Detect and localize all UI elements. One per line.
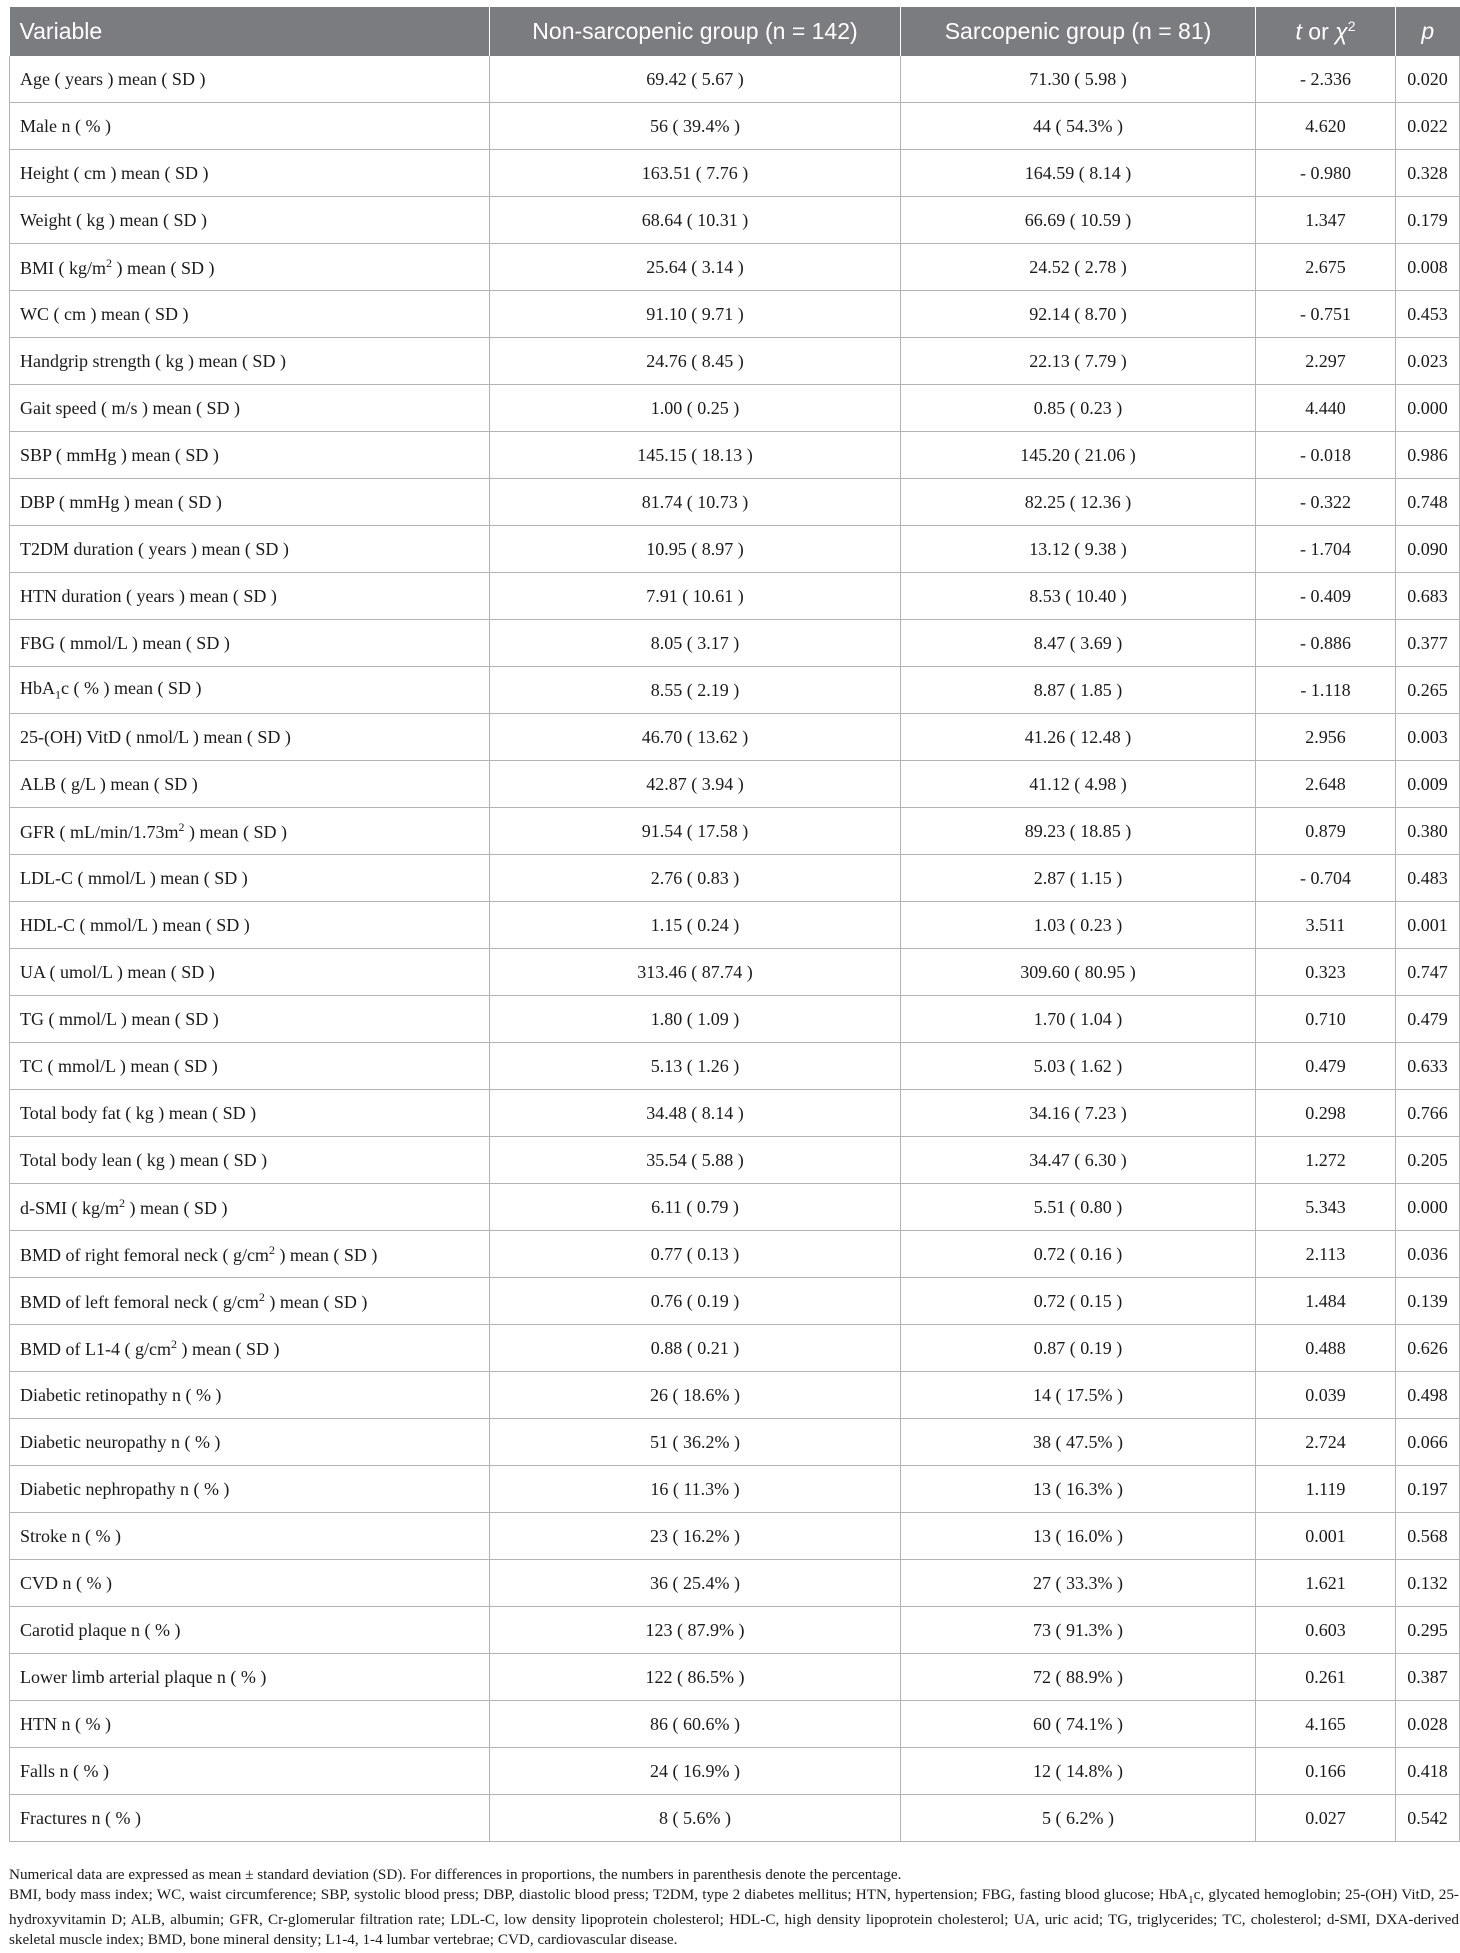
cell-p-value: 0.020 <box>1396 56 1460 103</box>
cell-sarcopenic: 12 ( 14.8% ) <box>901 1748 1256 1795</box>
cell-p-value: 0.766 <box>1396 1090 1460 1137</box>
cell-statistic: 0.261 <box>1256 1654 1396 1701</box>
table-row <box>10 526 1460 573</box>
cell-p-value: 0.066 <box>1396 1419 1460 1466</box>
cell-non-sarcopenic: 23 ( 16.2% ) <box>490 1513 901 1560</box>
cell-non-sarcopenic: 34.48 ( 8.14 ) <box>490 1090 901 1137</box>
variable-superscript: 2 <box>106 255 113 270</box>
cell-sarcopenic: 8.87 ( 1.85 ) <box>901 667 1256 714</box>
cell-statistic: 0.710 <box>1256 996 1396 1043</box>
cell-variable: HTN n ( % ) <box>10 1701 490 1748</box>
cell-p-value: 0.139 <box>1396 1278 1460 1325</box>
cell-variable: UA ( umol/L ) mean ( SD ) <box>10 949 490 996</box>
cell-p-value: 0.001 <box>1396 902 1460 949</box>
cell-variable: WC ( cm ) mean ( SD ) <box>10 291 490 338</box>
cell-non-sarcopenic: 7.91 ( 10.61 ) <box>490 573 901 620</box>
cell-sarcopenic: 1.03 ( 0.23 ) <box>901 902 1256 949</box>
cell-sarcopenic: 13 ( 16.3% ) <box>901 1466 1256 1513</box>
cell-variable: Weight ( kg ) mean ( SD ) <box>10 197 490 244</box>
cell-sarcopenic: 14 ( 17.5% ) <box>901 1372 1256 1419</box>
cell-statistic: 0.039 <box>1256 1372 1396 1419</box>
table-row <box>10 902 1460 949</box>
cell-variable: Handgrip strength ( kg ) mean ( SD ) <box>10 338 490 385</box>
cell-statistic: - 2.336 <box>1256 56 1396 103</box>
cell-sarcopenic: 5 ( 6.2% ) <box>901 1795 1256 1842</box>
header-statistic <box>1256 7 1396 56</box>
cell-sarcopenic: 13 ( 16.0% ) <box>901 1513 1256 1560</box>
cell-p-value: 0.036 <box>1396 1231 1460 1278</box>
cell-p-value: 0.418 <box>1396 1748 1460 1795</box>
cell-sarcopenic: 164.59 ( 8.14 ) <box>901 150 1256 197</box>
table-row <box>10 432 1460 479</box>
cell-sarcopenic: 309.60 ( 80.95 ) <box>901 949 1256 996</box>
cell-sarcopenic: 13.12 ( 9.38 ) <box>901 526 1256 573</box>
cell-p-value: 0.023 <box>1396 338 1460 385</box>
cell-variable: Diabetic retinopathy n ( % ) <box>10 1372 490 1419</box>
cell-sarcopenic: 73 ( 91.3% ) <box>901 1607 1256 1654</box>
cell-variable: Height ( cm ) mean ( SD ) <box>10 150 490 197</box>
cell-non-sarcopenic: 26 ( 18.6% ) <box>490 1372 901 1419</box>
table-row <box>10 103 1460 150</box>
table-row <box>10 714 1460 761</box>
cell-variable: LDL-C ( mmol/L ) mean ( SD ) <box>10 855 490 902</box>
cell-non-sarcopenic: 36 ( 25.4% ) <box>490 1560 901 1607</box>
table-row <box>10 1278 1460 1325</box>
cell-sarcopenic: 1.70 ( 1.04 ) <box>901 996 1256 1043</box>
table-row <box>10 1701 1460 1748</box>
cell-p-value: 0.986 <box>1396 432 1460 479</box>
variable-text: ) mean ( SD ) <box>274 1244 378 1265</box>
cell-non-sarcopenic: 2.76 ( 0.83 ) <box>490 855 901 902</box>
cell-statistic: 1.347 <box>1256 197 1396 244</box>
variable-text: ) mean ( SD ) <box>112 257 215 278</box>
cell-statistic: 3.511 <box>1256 902 1396 949</box>
cell-statistic: - 0.704 <box>1256 855 1396 902</box>
cell-p-value: 0.295 <box>1396 1607 1460 1654</box>
table-row <box>10 1560 1460 1607</box>
cell-non-sarcopenic: 0.77 ( 0.13 ) <box>490 1231 901 1278</box>
table-row <box>10 808 1460 855</box>
cell-non-sarcopenic: 1.15 ( 0.24 ) <box>490 902 901 949</box>
cell-non-sarcopenic: 16 ( 11.3% ) <box>490 1466 901 1513</box>
header-variable: Variable <box>10 7 490 56</box>
cell-non-sarcopenic: 56 ( 39.4% ) <box>490 103 901 150</box>
cell-p-value: 0.380 <box>1396 808 1460 855</box>
cell-variable: Total body lean ( kg ) mean ( SD ) <box>10 1137 490 1184</box>
cell-non-sarcopenic: 42.87 ( 3.94 ) <box>490 761 901 808</box>
variable-superscript: 2 <box>119 1195 125 1210</box>
cell-non-sarcopenic: 8.05 ( 3.17 ) <box>490 620 901 667</box>
variable-text: ) mean ( SD ) <box>176 1338 280 1359</box>
cell-sarcopenic: 89.23 ( 18.85 ) <box>901 808 1256 855</box>
cell-statistic: - 0.886 <box>1256 620 1396 667</box>
cell-statistic: - 0.751 <box>1256 291 1396 338</box>
table-row <box>10 291 1460 338</box>
cell-sarcopenic: 82.25 ( 12.36 ) <box>901 479 1256 526</box>
cell-sarcopenic: 8.47 ( 3.69 ) <box>901 620 1256 667</box>
cell-statistic: - 1.704 <box>1256 526 1396 573</box>
cell-p-value: 0.003 <box>1396 714 1460 761</box>
cell-sarcopenic: 66.69 ( 10.59 ) <box>901 197 1256 244</box>
table-row <box>10 338 1460 385</box>
cell-non-sarcopenic: 25.64 ( 3.14 ) <box>490 244 901 291</box>
cell-sarcopenic: 27 ( 33.3% ) <box>901 1560 1256 1607</box>
variable-text: ) mean ( SD ) <box>264 1291 368 1312</box>
cell-non-sarcopenic: 24 ( 16.9% ) <box>490 1748 901 1795</box>
cell-statistic: 2.724 <box>1256 1419 1396 1466</box>
header-row <box>10 7 1460 56</box>
header-stat-or: or <box>1301 18 1336 45</box>
cell-statistic: 1.484 <box>1256 1278 1396 1325</box>
cell-p-value: 0.377 <box>1396 620 1460 667</box>
cell-variable: SBP ( mmHg ) mean ( SD ) <box>10 432 490 479</box>
cell-variable: Gait speed ( m/s ) mean ( SD ) <box>10 385 490 432</box>
cell-variable <box>10 244 490 291</box>
cell-non-sarcopenic: 91.10 ( 9.71 ) <box>490 291 901 338</box>
cell-variable <box>10 667 490 714</box>
header-non-sarcopenic: Non-sarcopenic group (n = 142) <box>490 7 901 56</box>
table-row <box>10 667 1460 714</box>
cell-p-value: 0.387 <box>1396 1654 1460 1701</box>
table-footnotes <box>9 1865 1459 1950</box>
cell-variable: 25-(OH) VitD ( nmol/L ) mean ( SD ) <box>10 714 490 761</box>
cell-statistic: 5.343 <box>1256 1184 1396 1231</box>
cell-variable <box>10 1325 490 1372</box>
cell-variable: T2DM duration ( years ) mean ( SD ) <box>10 526 490 573</box>
cell-p-value: 0.265 <box>1396 667 1460 714</box>
cell-sarcopenic: 0.85 ( 0.23 ) <box>901 385 1256 432</box>
cell-statistic: 0.603 <box>1256 1607 1396 1654</box>
cell-sarcopenic: 24.52 ( 2.78 ) <box>901 244 1256 291</box>
cell-p-value: 0.626 <box>1396 1325 1460 1372</box>
cell-non-sarcopenic: 5.13 ( 1.26 ) <box>490 1043 901 1090</box>
cell-sarcopenic: 145.20 ( 21.06 ) <box>901 432 1256 479</box>
cell-p-value: 0.479 <box>1396 996 1460 1043</box>
cell-p-value: 0.205 <box>1396 1137 1460 1184</box>
cell-variable: Age ( years ) mean ( SD ) <box>10 56 490 103</box>
variable-text: ) mean ( SD ) <box>184 821 287 842</box>
variable-subscript: 1 <box>55 687 61 702</box>
cell-non-sarcopenic: 0.88 ( 0.21 ) <box>490 1325 901 1372</box>
variable-superscript: 2 <box>258 1289 265 1304</box>
cell-variable: HTN duration ( years ) mean ( SD ) <box>10 573 490 620</box>
cell-p-value: 0.542 <box>1396 1795 1460 1842</box>
cell-variable: Fractures n ( % ) <box>10 1795 490 1842</box>
cell-sarcopenic: 72 ( 88.9% ) <box>901 1654 1256 1701</box>
variable-text: d-SMI ( kg/m <box>20 1197 119 1218</box>
cell-p-value: 0.748 <box>1396 479 1460 526</box>
cell-p-value: 0.132 <box>1396 1560 1460 1607</box>
cell-non-sarcopenic: 123 ( 87.9% ) <box>490 1607 901 1654</box>
cell-statistic: 2.648 <box>1256 761 1396 808</box>
cell-statistic: 2.956 <box>1256 714 1396 761</box>
cell-p-value: 0.008 <box>1396 244 1460 291</box>
cell-statistic: 0.488 <box>1256 1325 1396 1372</box>
table-row <box>10 1325 1460 1372</box>
header-stat-t: t <box>1295 18 1302 45</box>
cell-variable: Lower limb arterial plaque n ( % ) <box>10 1654 490 1701</box>
table-row <box>10 1137 1460 1184</box>
cell-variable <box>10 1231 490 1278</box>
cell-statistic: - 0.980 <box>1256 150 1396 197</box>
table-row <box>10 1607 1460 1654</box>
table-row <box>10 1748 1460 1795</box>
cell-non-sarcopenic: 8.55 ( 2.19 ) <box>490 667 901 714</box>
cell-variable: HDL-C ( mmol/L ) mean ( SD ) <box>10 902 490 949</box>
table-row <box>10 1231 1460 1278</box>
cell-variable: Diabetic neuropathy n ( % ) <box>10 1419 490 1466</box>
cell-variable: FBG ( mmol/L ) mean ( SD ) <box>10 620 490 667</box>
cell-sarcopenic: 22.13 ( 7.79 ) <box>901 338 1256 385</box>
cell-p-value: 0.453 <box>1396 291 1460 338</box>
cell-non-sarcopenic: 0.76 ( 0.19 ) <box>490 1278 901 1325</box>
cell-non-sarcopenic: 8 ( 5.6% ) <box>490 1795 901 1842</box>
table-row <box>10 1466 1460 1513</box>
cell-p-value: 0.179 <box>1396 197 1460 244</box>
cell-sarcopenic: 34.47 ( 6.30 ) <box>901 1137 1256 1184</box>
cell-p-value: 0.683 <box>1396 573 1460 620</box>
header-p-value: p <box>1396 7 1460 56</box>
variable-text: BMD of right femoral neck ( g/cm <box>20 1244 269 1265</box>
cell-p-value: 0.022 <box>1396 103 1460 150</box>
table-row <box>10 385 1460 432</box>
cell-non-sarcopenic: 35.54 ( 5.88 ) <box>490 1137 901 1184</box>
cell-statistic: 0.879 <box>1256 808 1396 855</box>
cell-p-value: 0.009 <box>1396 761 1460 808</box>
cell-statistic: 4.165 <box>1256 1701 1396 1748</box>
cell-statistic: 1.621 <box>1256 1560 1396 1607</box>
cell-statistic: 2.675 <box>1256 244 1396 291</box>
table-row <box>10 1654 1460 1701</box>
cell-statistic: 0.001 <box>1256 1513 1396 1560</box>
cell-non-sarcopenic: 68.64 ( 10.31 ) <box>490 197 901 244</box>
variable-text: GFR ( mL/min/1.73m <box>20 821 179 842</box>
cell-variable <box>10 1278 490 1325</box>
results-table-container <box>9 7 1459 1842</box>
table-row <box>10 1043 1460 1090</box>
cell-non-sarcopenic: 163.51 ( 7.76 ) <box>490 150 901 197</box>
cell-p-value: 0.000 <box>1396 1184 1460 1231</box>
cell-sarcopenic: 34.16 ( 7.23 ) <box>901 1090 1256 1137</box>
cell-non-sarcopenic: 51 ( 36.2% ) <box>490 1419 901 1466</box>
variable-superscript: 2 <box>178 819 185 834</box>
table-row <box>10 761 1460 808</box>
cell-p-value: 0.028 <box>1396 1701 1460 1748</box>
table-row <box>10 56 1460 103</box>
results-table <box>9 7 1460 1842</box>
cell-p-value: 0.747 <box>1396 949 1460 996</box>
cell-statistic: 0.323 <box>1256 949 1396 996</box>
cell-statistic: 0.027 <box>1256 1795 1396 1842</box>
cell-statistic: - 0.409 <box>1256 573 1396 620</box>
cell-statistic: 4.440 <box>1256 385 1396 432</box>
variable-text: BMI ( kg/m <box>20 257 107 278</box>
cell-variable <box>10 808 490 855</box>
footnote-abbreviations <box>9 1885 1459 1950</box>
table-row <box>10 1372 1460 1419</box>
table-row <box>10 244 1460 291</box>
cell-non-sarcopenic: 313.46 ( 87.74 ) <box>490 949 901 996</box>
cell-non-sarcopenic: 91.54 ( 17.58 ) <box>490 808 901 855</box>
cell-non-sarcopenic: 145.15 ( 18.13 ) <box>490 432 901 479</box>
cell-non-sarcopenic: 6.11 ( 0.79 ) <box>490 1184 901 1231</box>
cell-sarcopenic: 41.12 ( 4.98 ) <box>901 761 1256 808</box>
cell-variable: Stroke n ( % ) <box>10 1513 490 1560</box>
cell-variable <box>10 1184 490 1231</box>
cell-non-sarcopenic: 46.70 ( 13.62 ) <box>490 714 901 761</box>
cell-sarcopenic: 41.26 ( 12.48 ) <box>901 714 1256 761</box>
table-row <box>10 949 1460 996</box>
cell-statistic: - 0.018 <box>1256 432 1396 479</box>
cell-sarcopenic: 44 ( 54.3% ) <box>901 103 1256 150</box>
cell-non-sarcopenic: 10.95 ( 8.97 ) <box>490 526 901 573</box>
cell-p-value: 0.633 <box>1396 1043 1460 1090</box>
cell-variable: Male n ( % ) <box>10 103 490 150</box>
header-sarcopenic: Sarcopenic group (n = 81) <box>901 7 1256 56</box>
cell-variable: TC ( mmol/L ) mean ( SD ) <box>10 1043 490 1090</box>
footnote-summary: Numerical data are expressed as mean ± standard deviation (SD). For differences in proportions, the numbers in parenthesis denote the percentage. <box>9 1866 902 1883</box>
cell-statistic: 0.298 <box>1256 1090 1396 1137</box>
cell-sarcopenic: 71.30 ( 5.98 ) <box>901 56 1256 103</box>
cell-statistic: 1.272 <box>1256 1137 1396 1184</box>
cell-non-sarcopenic: 122 ( 86.5% ) <box>490 1654 901 1701</box>
cell-variable: Carotid plaque n ( % ) <box>10 1607 490 1654</box>
cell-non-sarcopenic: 1.00 ( 0.25 ) <box>490 385 901 432</box>
table-row <box>10 573 1460 620</box>
table-row <box>10 479 1460 526</box>
cell-p-value: 0.000 <box>1396 385 1460 432</box>
variable-text: HbA <box>20 677 55 698</box>
cell-variable: DBP ( mmHg ) mean ( SD ) <box>10 479 490 526</box>
header-stat-chi-sup: 2 <box>1347 17 1356 34</box>
cell-p-value: 0.483 <box>1396 855 1460 902</box>
cell-sarcopenic: 0.72 ( 0.15 ) <box>901 1278 1256 1325</box>
cell-sarcopenic: 5.51 ( 0.80 ) <box>901 1184 1256 1231</box>
cell-variable: TG ( mmol/L ) mean ( SD ) <box>10 996 490 1043</box>
variable-text: c ( % ) mean ( SD ) <box>61 677 202 698</box>
cell-variable: Total body fat ( kg ) mean ( SD ) <box>10 1090 490 1137</box>
footnote-abbrev-part-1: BMI, body mass index; WC, waist circumference; SBP, systolic blood press; DBP, diastolic blood press; T2DM, type 2 diabetes mellitus; HTN, hypertension; FBG, fasting blood glucose; HbA <box>9 1886 1189 1903</box>
cell-p-value: 0.197 <box>1396 1466 1460 1513</box>
variable-text: ) mean ( SD ) <box>125 1197 228 1218</box>
cell-p-value: 0.498 <box>1396 1372 1460 1419</box>
table-row <box>10 1795 1460 1842</box>
cell-sarcopenic: 60 ( 74.1% ) <box>901 1701 1256 1748</box>
cell-variable: CVD n ( % ) <box>10 1560 490 1607</box>
cell-non-sarcopenic: 24.76 ( 8.45 ) <box>490 338 901 385</box>
cell-sarcopenic: 0.87 ( 0.19 ) <box>901 1325 1256 1372</box>
table-header <box>10 7 1460 56</box>
cell-p-value: 0.328 <box>1396 150 1460 197</box>
footnote-abbrev-part-2: c, glycated hemoglobin; 25-(OH) VitD, 25-hydroxyvitamin D; ALB, albumin; GFR, Cr-glomerular filtration rate; LDL-C, low density lipoprotein cholesterol; HDL-C, high density lipoprotein cholesterol; UA, uric acid; TG, triglycerides; TC, cholesterol; d-SMI, DXA-derived skeletal muscle index; BMD, bone mineral density; L1-4, 1-4 lumbar vertebrae; CVD, cardiovascular disease. <box>9 1886 1459 1949</box>
cell-non-sarcopenic: 1.80 ( 1.09 ) <box>490 996 901 1043</box>
variable-superscript: 2 <box>268 1242 275 1257</box>
cell-variable: Diabetic nephropathy n ( % ) <box>10 1466 490 1513</box>
footnote-abbrev-subscript: 1 <box>1188 1894 1194 1907</box>
cell-non-sarcopenic: 81.74 ( 10.73 ) <box>490 479 901 526</box>
table-row <box>10 1090 1460 1137</box>
cell-sarcopenic: 5.03 ( 1.62 ) <box>901 1043 1256 1090</box>
table-body <box>10 56 1460 1842</box>
cell-statistic: - 1.118 <box>1256 667 1396 714</box>
cell-statistic: 0.479 <box>1256 1043 1396 1090</box>
cell-non-sarcopenic: 86 ( 60.6% ) <box>490 1701 901 1748</box>
cell-statistic: 2.297 <box>1256 338 1396 385</box>
variable-superscript: 2 <box>170 1336 177 1351</box>
table-row <box>10 150 1460 197</box>
table-row <box>10 1419 1460 1466</box>
table-row <box>10 620 1460 667</box>
cell-statistic: 1.119 <box>1256 1466 1396 1513</box>
cell-variable: ALB ( g/L ) mean ( SD ) <box>10 761 490 808</box>
cell-p-value: 0.090 <box>1396 526 1460 573</box>
cell-sarcopenic: 92.14 ( 8.70 ) <box>901 291 1256 338</box>
cell-sarcopenic: 38 ( 47.5% ) <box>901 1419 1256 1466</box>
cell-variable: Falls n ( % ) <box>10 1748 490 1795</box>
table-row <box>10 1184 1460 1231</box>
variable-text: BMD of left femoral neck ( g/cm <box>20 1291 259 1312</box>
cell-statistic: 0.166 <box>1256 1748 1396 1795</box>
table-row <box>10 197 1460 244</box>
cell-sarcopenic: 2.87 ( 1.15 ) <box>901 855 1256 902</box>
cell-p-value: 0.568 <box>1396 1513 1460 1560</box>
header-stat-chi: χ <box>1335 18 1348 45</box>
cell-sarcopenic: 8.53 ( 10.40 ) <box>901 573 1256 620</box>
table-row <box>10 855 1460 902</box>
cell-sarcopenic: 0.72 ( 0.16 ) <box>901 1231 1256 1278</box>
table-row <box>10 1513 1460 1560</box>
cell-statistic: 2.113 <box>1256 1231 1396 1278</box>
variable-text: BMD of L1-4 ( g/cm <box>20 1338 171 1359</box>
cell-statistic: 4.620 <box>1256 103 1396 150</box>
cell-statistic: - 0.322 <box>1256 479 1396 526</box>
table-row <box>10 996 1460 1043</box>
cell-non-sarcopenic: 69.42 ( 5.67 ) <box>490 56 901 103</box>
